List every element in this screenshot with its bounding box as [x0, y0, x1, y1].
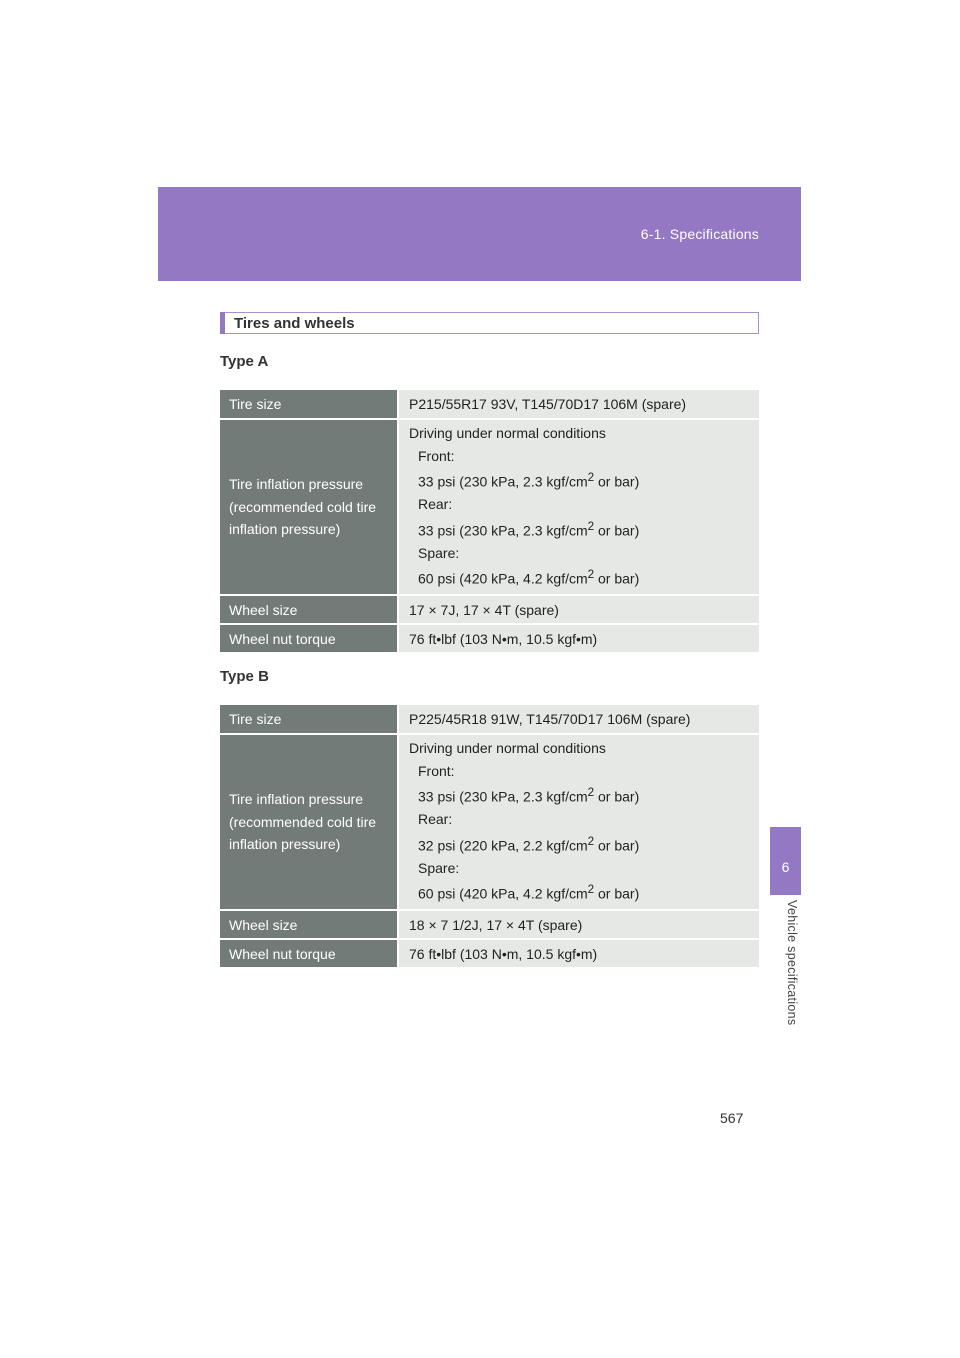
chapter-tab: [770, 827, 801, 895]
table-row: [220, 910, 759, 939]
pressure-intro: Driving under normal conditions: [409, 740, 606, 756]
wheel-nut-torque-value: 76 ft•lbf (103 N•m, 10.5 kgf•m): [398, 939, 759, 968]
heading-accent-bar: [220, 312, 225, 334]
wheel-nut-torque-label: Wheel nut torque: [220, 939, 398, 968]
type-a-spec-table: [220, 390, 759, 654]
pressure-intro: Driving under normal conditions: [409, 425, 606, 441]
section-title: 6-1. Specifications: [640, 226, 759, 242]
heading-text: Tires and wheels: [234, 315, 355, 332]
chapter-number: 6: [781, 859, 790, 875]
page-number: 567: [720, 1110, 744, 1126]
inflation-pressure-value: [398, 419, 759, 595]
table-row: [220, 419, 759, 595]
rear-value: 32 psi (220 kPa, 2.2 kgf/$cm^2$ or bar): [418, 834, 640, 854]
wheel-nut-torque-value: 76 ft•lbf (103 N•m, 10.5 kgf•m): [398, 624, 759, 653]
spare-label: Spare:: [418, 544, 460, 561]
tire-size-label: Tire size: [220, 390, 398, 419]
wheel-size-value: 18 × 7 1/2J, 17 × 4T (spare): [398, 910, 759, 939]
label-line: inflation pressure): [229, 836, 341, 853]
front-value: 33 psi (230 kPa, 2.3 kgf/$cm^2$ or bar): [418, 786, 640, 805]
table-row: [220, 734, 759, 910]
spare-label: Spare:: [418, 859, 460, 876]
front-value: 33 psi (230 kPa, 2.3 kgf/$cm^2$ or bar): [418, 471, 640, 490]
table-row: [220, 939, 759, 968]
rear-label: Rear:: [418, 496, 453, 513]
type-b-spec-table: [220, 705, 759, 969]
wheel-nut-torque-label: Wheel nut torque: [220, 624, 398, 653]
label-line: (recommended cold tire: [229, 498, 377, 515]
inflation-pressure-label: [220, 734, 398, 910]
type-b-label: Type B: [220, 668, 269, 685]
table-row: [220, 390, 759, 419]
table-row: [220, 595, 759, 624]
front-label: Front:: [418, 762, 455, 779]
tire-size-value: P215/55R17 93V, T145/70D17 106M (spare): [398, 390, 759, 419]
tire-size-value: P225/45R18 91W, T145/70D17 106M (spare): [398, 705, 759, 734]
inflation-pressure-label: [220, 419, 398, 595]
spare-value: 60 psi (420 kPa, 4.2 kgf/$cm^2$ or bar): [418, 568, 640, 587]
inflation-pressure-value: [398, 734, 759, 910]
label-line: (recommended cold tire: [229, 813, 377, 830]
wheel-size-label: Wheel size: [220, 910, 398, 939]
spare-value: 60 psi (420 kPa, 4.2 kgf/$cm^2$ or bar): [418, 883, 640, 902]
type-a-label: Type A: [220, 353, 269, 370]
rear-label: Rear:: [418, 811, 453, 828]
label-line: Tire inflation pressure: [229, 791, 364, 808]
chapter-side-label: Vehicle specifications: [785, 900, 799, 1026]
wheel-size-label: Wheel size: [220, 595, 398, 624]
table-row: [220, 705, 759, 734]
wheel-size-value: 17 × 7J, 17 × 4T (spare): [398, 595, 759, 624]
chapter-header-band: [158, 187, 801, 281]
label-line: inflation pressure): [229, 521, 341, 538]
table-row: [220, 624, 759, 653]
label-line: Tire inflation pressure: [229, 476, 364, 493]
rear-value: 33 psi (230 kPa, 2.3 kgf/$cm^2$ or bar): [418, 519, 640, 539]
front-label: Front:: [418, 447, 455, 464]
section-heading: [220, 312, 759, 334]
tire-size-label: Tire size: [220, 705, 398, 734]
